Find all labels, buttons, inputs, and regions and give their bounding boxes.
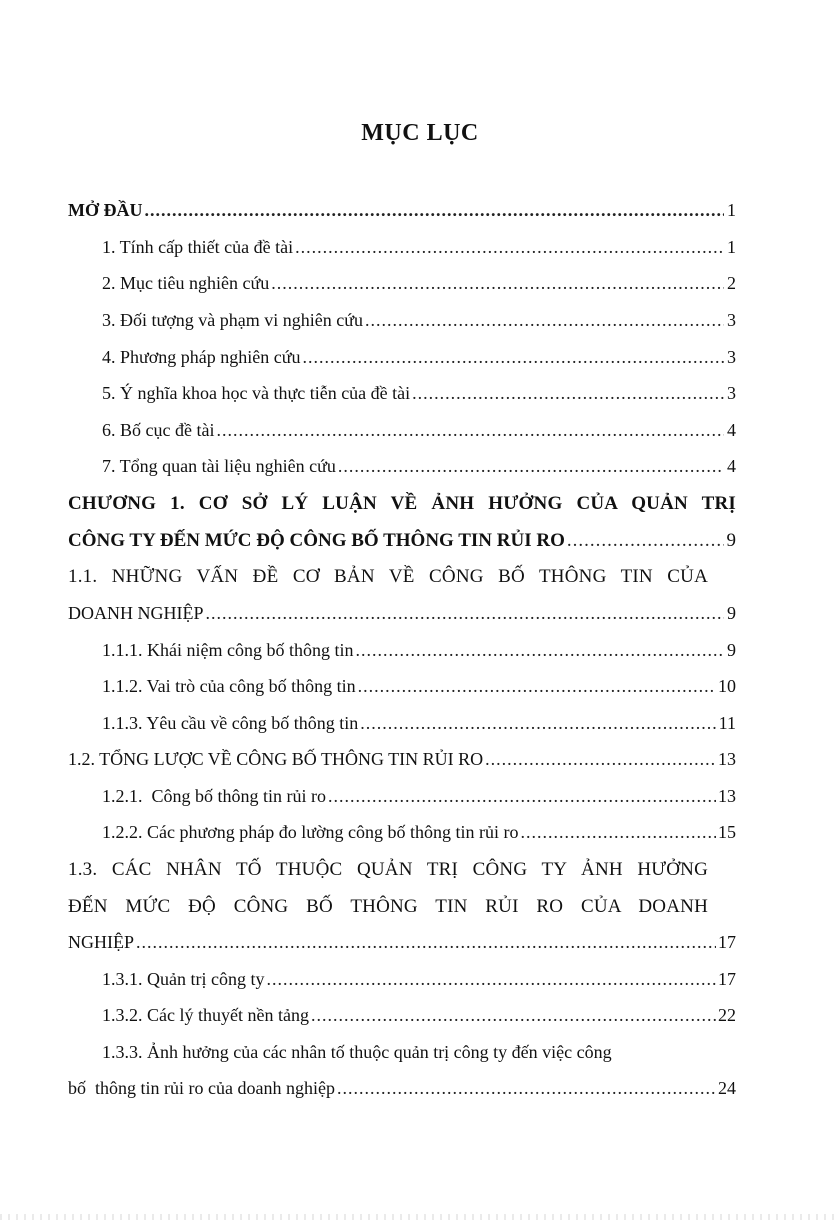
leader-dots	[358, 676, 716, 697]
leader-dots	[567, 530, 724, 552]
toc-entry-page: 13	[718, 749, 736, 769]
toc-entry-label: CÔNG TY ĐẾN MỨC ĐỘ CÔNG BỐ THÔNG TIN RỦI RO	[68, 530, 565, 551]
toc-entry-page: 17	[718, 932, 736, 952]
leader-dots	[328, 786, 716, 807]
toc-entry-1-3[interactable]	[68, 932, 736, 956]
toc-entry[interactable]	[102, 273, 736, 297]
toc-entry-1-1-line1[interactable]	[68, 566, 708, 590]
page-title: MỤC LỤC	[361, 120, 479, 146]
toc-entry-page: 1	[727, 200, 736, 220]
toc-entry-label: 1.3.1. Quản trị công ty	[102, 969, 265, 989]
toc-entry-page: 3	[727, 383, 736, 403]
toc-entry-page: 3	[727, 347, 736, 367]
toc-entry[interactable]	[102, 456, 736, 480]
toc-entry[interactable]	[102, 310, 736, 334]
toc-entry[interactable]	[102, 1005, 736, 1029]
toc-entry-label: 1.1.2. Vai trò của công bố thông tin	[102, 676, 356, 696]
toc-entry-label: ĐẾN MỨC ĐỘ CÔNG BỐ THÔNG TIN RỦI RO CỦA DOANH	[68, 896, 708, 917]
leader-dots	[206, 603, 725, 624]
leader-dots	[485, 749, 716, 770]
leader-dots	[216, 420, 724, 441]
toc-entry-page: 9	[726, 530, 736, 551]
toc-entry-page: 24	[718, 1078, 736, 1098]
toc-entry-label: 1.3.2. Các lý thuyết nền tảng	[102, 1005, 309, 1025]
toc-entry-page: 4	[727, 456, 736, 476]
page-bottom-edge	[0, 1214, 840, 1220]
leader-dots	[303, 347, 724, 368]
leader-dots	[295, 237, 724, 258]
toc-entry-label: DOANH NGHIỆP	[68, 603, 204, 623]
toc-entry-label: 1.1. NHỮNG VẤN ĐỀ CƠ BẢN VỀ CÔNG BỐ THÔNG TIN CỦA	[68, 566, 708, 587]
toc-entry-page: 3	[727, 310, 736, 330]
toc-entry-page: 13	[718, 786, 736, 806]
toc-entry-label: 1.1.1. Khái niệm công bố thông tin	[102, 640, 354, 660]
toc-entry-label: 1.1.3. Yêu cầu về công bố thông tin	[102, 713, 359, 733]
toc-entry-label: 5. Ý nghĩa khoa học và thực tiễn của đề tài	[102, 383, 411, 403]
toc-entry-label: MỞ ĐẦU	[68, 200, 143, 220]
leader-dots	[311, 1005, 716, 1026]
toc-entry-label: CHƯƠNG 1. CƠ SỞ LÝ LUẬN VỀ ẢNH HƯỞNG CỦA QUẢN TRỊ	[68, 493, 736, 514]
leader-dots	[355, 640, 724, 661]
toc-entry-label: 1.2.2. Các phương pháp đo lường công bố thông tin rủi ro	[102, 822, 519, 842]
toc-entry[interactable]	[102, 640, 736, 664]
toc-entry-1-2[interactable]	[68, 749, 736, 773]
leader-dots	[145, 200, 725, 221]
toc-entry-label: 6. Bố cục đề tài	[102, 420, 215, 440]
toc-entry-label: 1.3.3. Ảnh hưởng của các nhân tố thuộc quản trị công ty đến việc công	[102, 1042, 612, 1062]
toc-entry-1-3-line2[interactable]	[68, 896, 708, 920]
toc-entry-chapter1[interactable]	[68, 530, 736, 554]
toc-entry[interactable]	[102, 347, 736, 371]
toc-entry-page: 1	[727, 237, 736, 257]
leader-dots	[521, 822, 716, 843]
toc-entry-1-1[interactable]	[68, 603, 736, 627]
leader-dots	[360, 713, 716, 734]
leader-dots	[338, 456, 724, 477]
toc-entry-page: 2	[727, 273, 736, 293]
toc-entry-label: 1. Tính cấp thiết của đề tài	[102, 237, 294, 257]
leader-dots	[337, 1078, 716, 1099]
toc-entry-1-3-3-line1[interactable]	[102, 1042, 708, 1066]
leader-dots	[136, 932, 716, 953]
toc-entry-label: 2. Mục tiêu nghiên cứu	[102, 273, 270, 293]
toc-entry[interactable]	[102, 383, 736, 407]
leader-dots	[412, 383, 724, 404]
leader-dots	[365, 310, 724, 331]
toc-entry-page: 17	[718, 969, 736, 989]
toc-entry-label: NGHIỆP	[68, 932, 134, 952]
toc-entry-page: 9	[727, 603, 736, 623]
toc-entry-1-3-line1[interactable]	[68, 859, 708, 883]
toc-entry[interactable]	[102, 420, 736, 444]
toc-entry-label: bố thông tin rủi ro của doanh nghiệp	[68, 1078, 335, 1098]
toc-entry-mo-dau[interactable]	[68, 200, 736, 224]
toc-entry[interactable]	[102, 822, 736, 846]
toc-entry[interactable]	[102, 969, 736, 993]
toc-entry-1-3-3[interactable]	[68, 1078, 736, 1102]
toc-entry-page: 11	[718, 713, 736, 733]
toc-entry-page: 15	[718, 822, 736, 842]
toc-entry-label: 1.3. CÁC NHÂN TỐ THUỘC QUẢN TRỊ CÔNG TY ẢNH HƯỞNG	[68, 859, 708, 880]
toc-entry-page: 22	[718, 1005, 736, 1025]
toc-entry-chapter1-line1[interactable]	[68, 493, 736, 517]
toc-entry[interactable]	[102, 713, 736, 737]
toc-entry[interactable]	[102, 237, 736, 261]
toc-entry-label: 4. Phương pháp nghiên cứu	[102, 347, 301, 367]
toc-entry[interactable]	[102, 786, 736, 810]
toc-entry-label: 1.2. TỔNG LƯỢC VỀ CÔNG BỐ THÔNG TIN RỦI RO	[68, 749, 484, 769]
toc-entry[interactable]	[102, 676, 736, 700]
leader-dots	[271, 273, 724, 294]
toc-entry-label: 3. Đối tượng và phạm vi nghiên cứu	[102, 310, 363, 330]
toc-entry-page: 10	[718, 676, 736, 696]
toc-entry-page: 9	[727, 640, 736, 660]
toc-entry-page: 4	[727, 420, 736, 440]
toc-entry-label: 1.2.1. Công bố thông tin rủi ro	[102, 786, 326, 806]
leader-dots	[266, 969, 716, 990]
toc-entry-label: 7. Tổng quan tài liệu nghiên cứu	[102, 456, 336, 476]
